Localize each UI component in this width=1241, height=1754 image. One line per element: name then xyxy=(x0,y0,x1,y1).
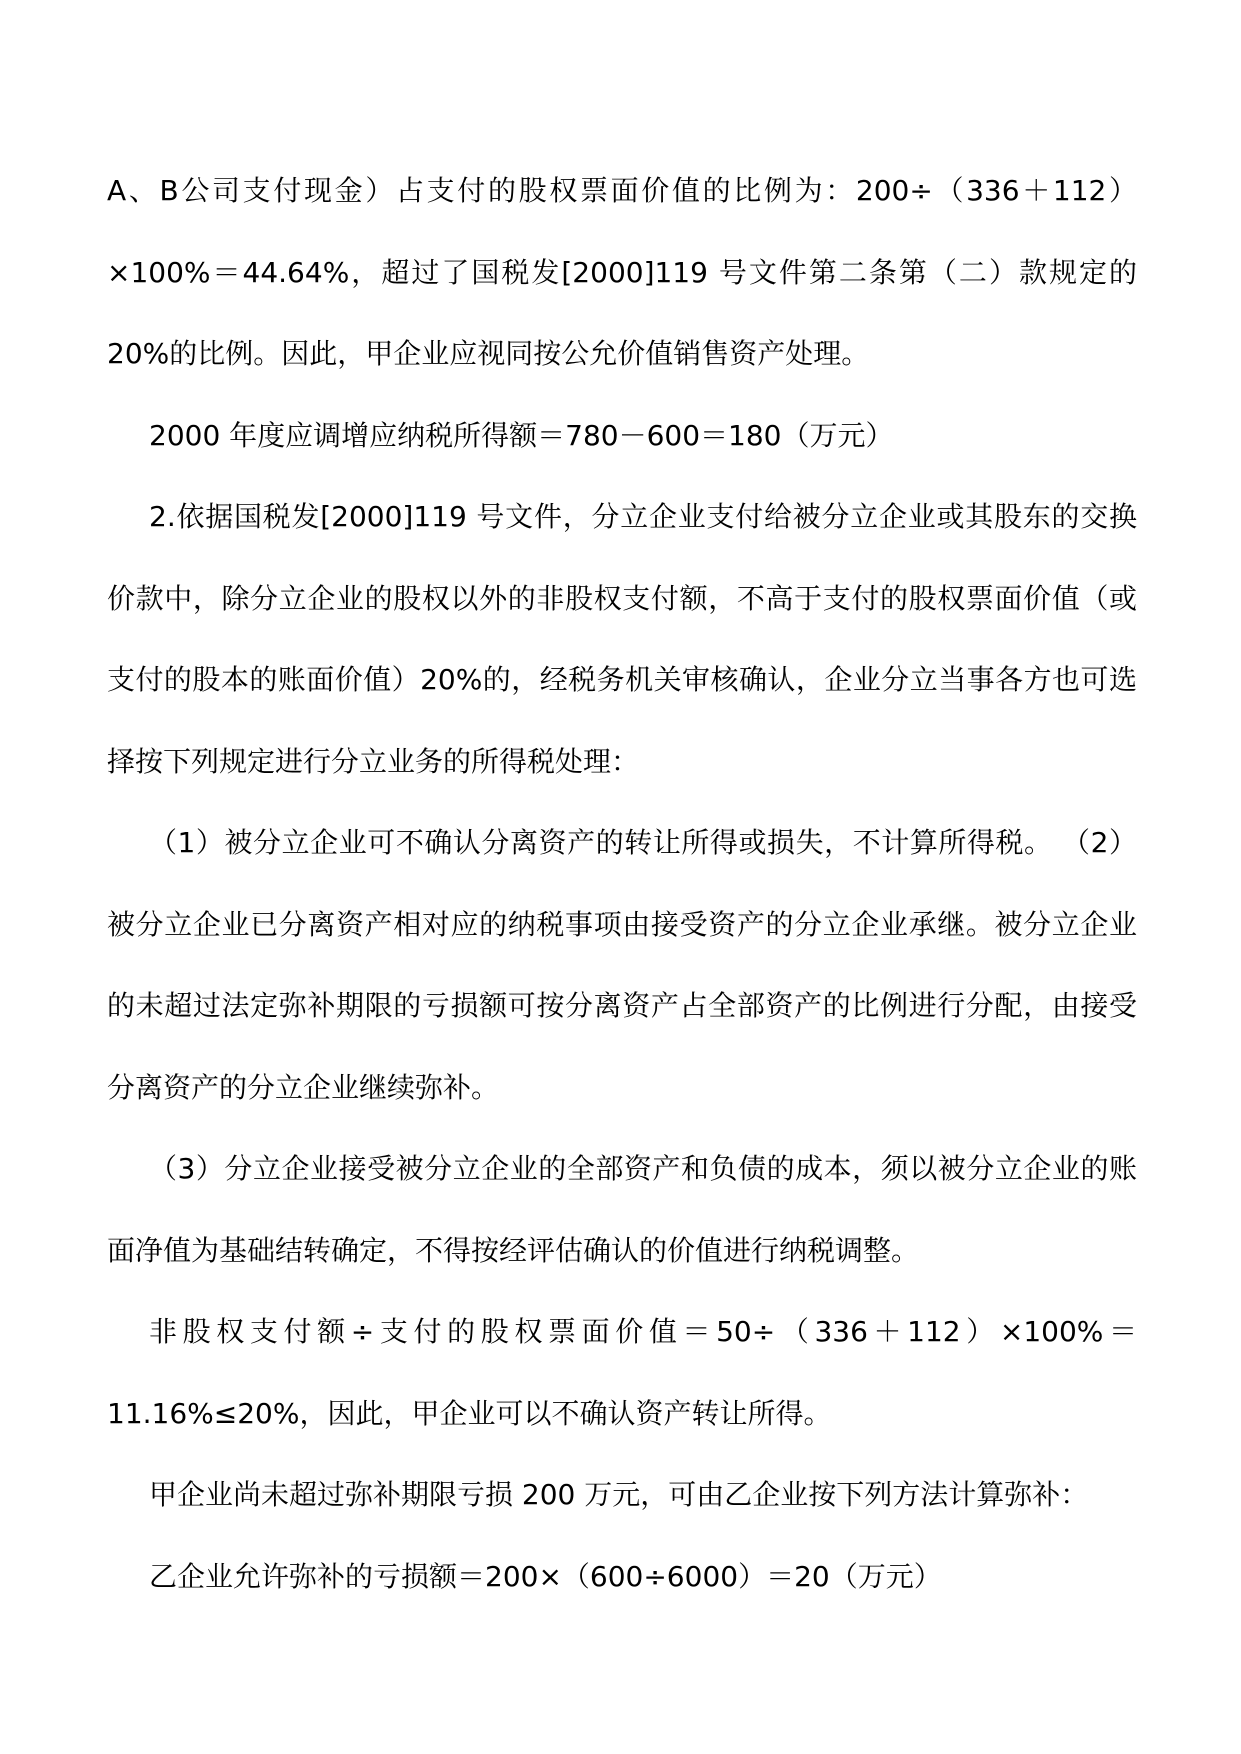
paragraph-non-equity-ratio: 非股权支付额÷支付的股权票面价值＝50÷（336＋112）×100%＝11.16%≤20%，因此，甲企业可以不确认资产转让所得。 xyxy=(107,1315,1137,1430)
paragraph-regulation-basis: 2.依据国税发[2000]119 号文件，分立企业支付给被分立企业或其股东的交换价款中，除分立企业的股权以外的非股权支付额，不高于支付的股权票面价值（或支付的股本的账面价值）20%的，经税务机关审核确认，企业分立当事各方也可选择按下列规定进行分立业务的所得税处理： xyxy=(107,500,1137,778)
paragraph-ratio-calc: A、B公司支付现金）占支付的股权票面价值的比例为：200÷（336＋112）×100%＝44.64%，超过了国税发[2000]119 号文件第二条第（二）款规定的 20%的比例。因此，甲企业应视同按公允价值销售资产处理。 xyxy=(107,174,1137,370)
document-page xyxy=(107,150,1137,1617)
paragraph-item-3: （3）分立企业接受被分立企业的全部资产和负债的成本，须以被分立企业的账面净值为基础结转确定，不得按经评估确认的价值进行纳税调整。 xyxy=(107,1152,1137,1267)
paragraph-taxable-income-increase: 2000 年度应调增应纳税所得额＝780－600＝180（万元） xyxy=(149,418,894,452)
paragraph-items-1-2: （1）被分立企业可不确认分离资产的转让所得或损失，不计算所得税。 （2）被分立企业已分离资产相对应的纳税事项由接受资产的分立企业承继。被分立企业的未超过法定弥补期限的亏损额可按分离资产占全部资产的比例进行分配，由接受分离资产的分立企业继续弥补。 xyxy=(107,826,1137,1104)
paragraph-allowed-loss-calc: 乙企业允许弥补的亏损额＝200×（600÷6000）＝20（万元） xyxy=(149,1559,942,1593)
paragraph-loss-carryforward: 甲企业尚未超过弥补期限亏损 200 万元，可由乙企业按下列方法计算弥补： xyxy=(149,1478,1089,1511)
